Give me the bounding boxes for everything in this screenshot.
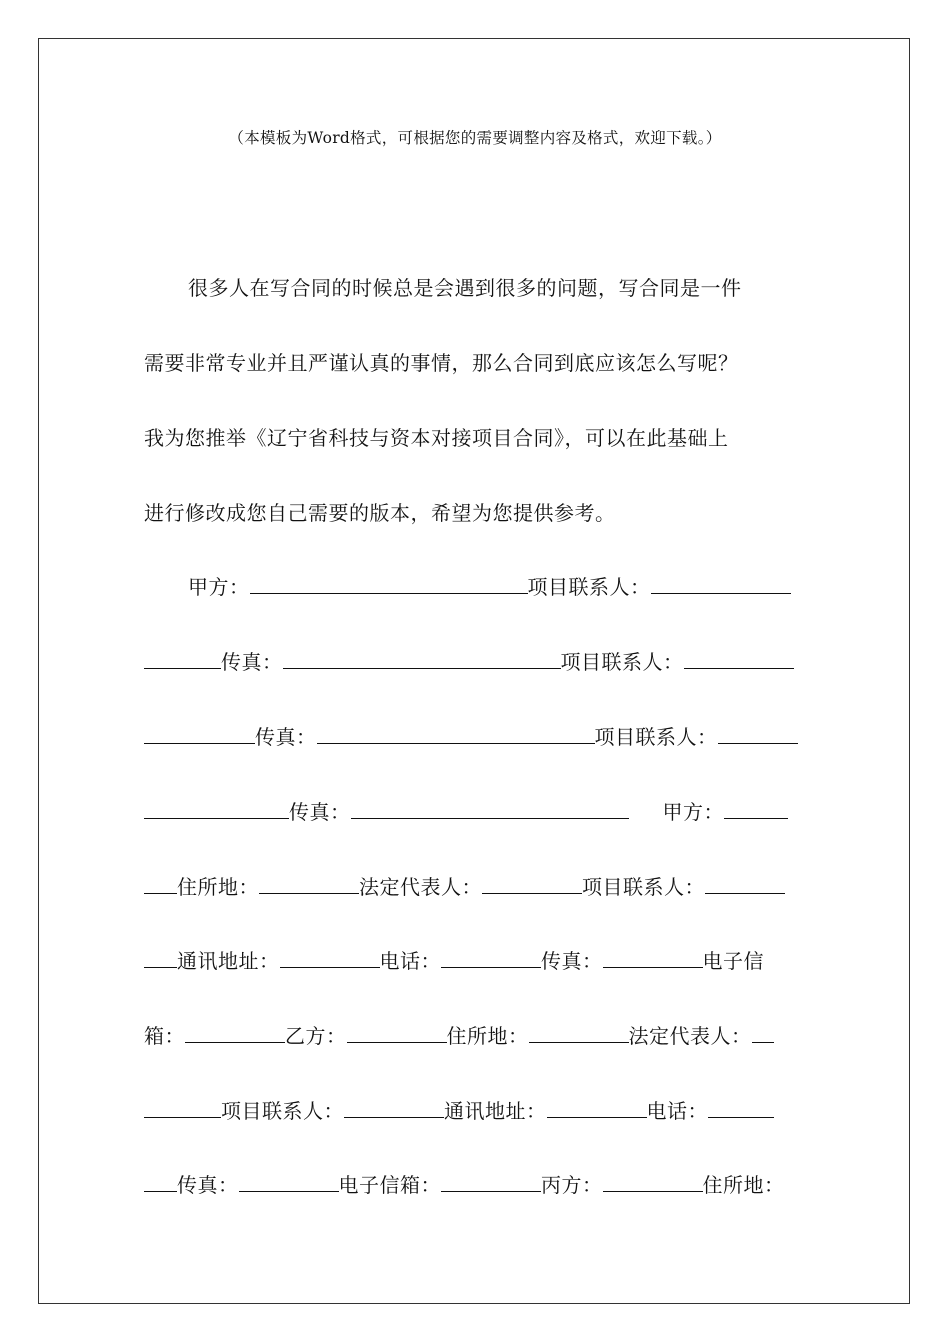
fax-blank [317,723,595,744]
fax-blank [351,798,629,819]
form-line-6 [144,947,804,975]
email-label: 电子信箱： [338,1173,441,1197]
legal-rep-blank [752,1022,774,1043]
party-b-blank [347,1022,447,1043]
address-label: 住所地： [446,1024,529,1048]
blank [144,648,221,669]
phone-label: 电话： [379,949,441,973]
phone-label: 电话： [646,1099,708,1123]
form-line-9 [144,1171,804,1199]
address-blank [529,1022,629,1043]
project-contact-blank [344,1097,444,1118]
party-c-blank [603,1171,703,1192]
blank [144,947,177,968]
party-b-label: 乙方： [285,1024,347,1048]
fax-label: 传真： [541,949,603,973]
party-a-label: 甲方： [188,575,250,599]
mailing-address-blank [547,1097,647,1118]
blank [144,1097,221,1118]
mailing-address-label: 通讯地址： [444,1099,547,1123]
blank [144,873,177,894]
party-a-blank [724,798,788,819]
email-blank [441,1171,541,1192]
project-contact-blank [705,873,785,894]
form-line-3 [144,723,804,751]
party-c-label: 丙方： [541,1173,603,1197]
party-a-label: 甲方： [662,800,724,824]
template-note: （本模板为Word格式，可根据您的需要调整内容及格式，欢迎下载。） [228,129,722,147]
project-contact-label: 项目联系人： [560,650,684,674]
fax-blank [239,1171,339,1192]
legal-rep-label: 法定代表人： [359,875,482,899]
intro-line-1: 很多人在写合同的时候总是会遇到很多的问题，写合同是一件 [188,276,742,300]
fax-blank [603,947,703,968]
form-line-4 [144,798,804,826]
project-contact-blank [651,573,791,594]
form-line-2 [144,648,804,676]
blank [144,723,255,744]
fax-label: 传真： [177,1173,239,1197]
fax-blank [283,648,561,669]
fax-label: 传真： [221,650,283,674]
intro-line-4: 进行修改成您自己需要的版本，希望为您提供参考。 [144,501,616,525]
mailing-address-blank [280,947,380,968]
project-contact-label: 项目联系人： [582,875,705,899]
email-label-part2: 箱： [144,1024,185,1048]
project-contact-label: 项目联系人： [527,575,651,599]
intro-line-2: 需要非常专业并且严谨认真的事情，那么合同到底应该怎么写呢？ [144,351,739,375]
project-contact-blank [718,723,798,744]
project-contact-blank [684,648,794,669]
fax-label: 传真： [255,725,317,749]
project-contact-label: 项目联系人： [594,725,718,749]
phone-blank [441,947,541,968]
fax-label: 传真： [289,800,351,824]
blank [144,798,289,819]
mailing-address-label: 通讯地址： [177,949,280,973]
legal-rep-blank [482,873,582,894]
blank [144,1171,177,1192]
email-blank [185,1022,285,1043]
form-line-7 [144,1022,804,1050]
form-line-5 [144,873,804,901]
project-contact-label: 项目联系人： [221,1099,344,1123]
form-line-1 [188,573,804,601]
legal-rep-label: 法定代表人： [628,1024,752,1048]
email-label-part1: 电子信 [702,949,764,973]
phone-blank [708,1097,774,1118]
intro-line-3: 我为您推举《辽宁省科技与资本对接项目合同》，可以在此基础上 [144,426,729,450]
party-a-blank [250,573,528,594]
address-label: 住所地： [702,1173,785,1197]
form-line-8 [144,1097,804,1125]
address-label: 住所地： [177,875,259,899]
address-blank [259,873,359,894]
